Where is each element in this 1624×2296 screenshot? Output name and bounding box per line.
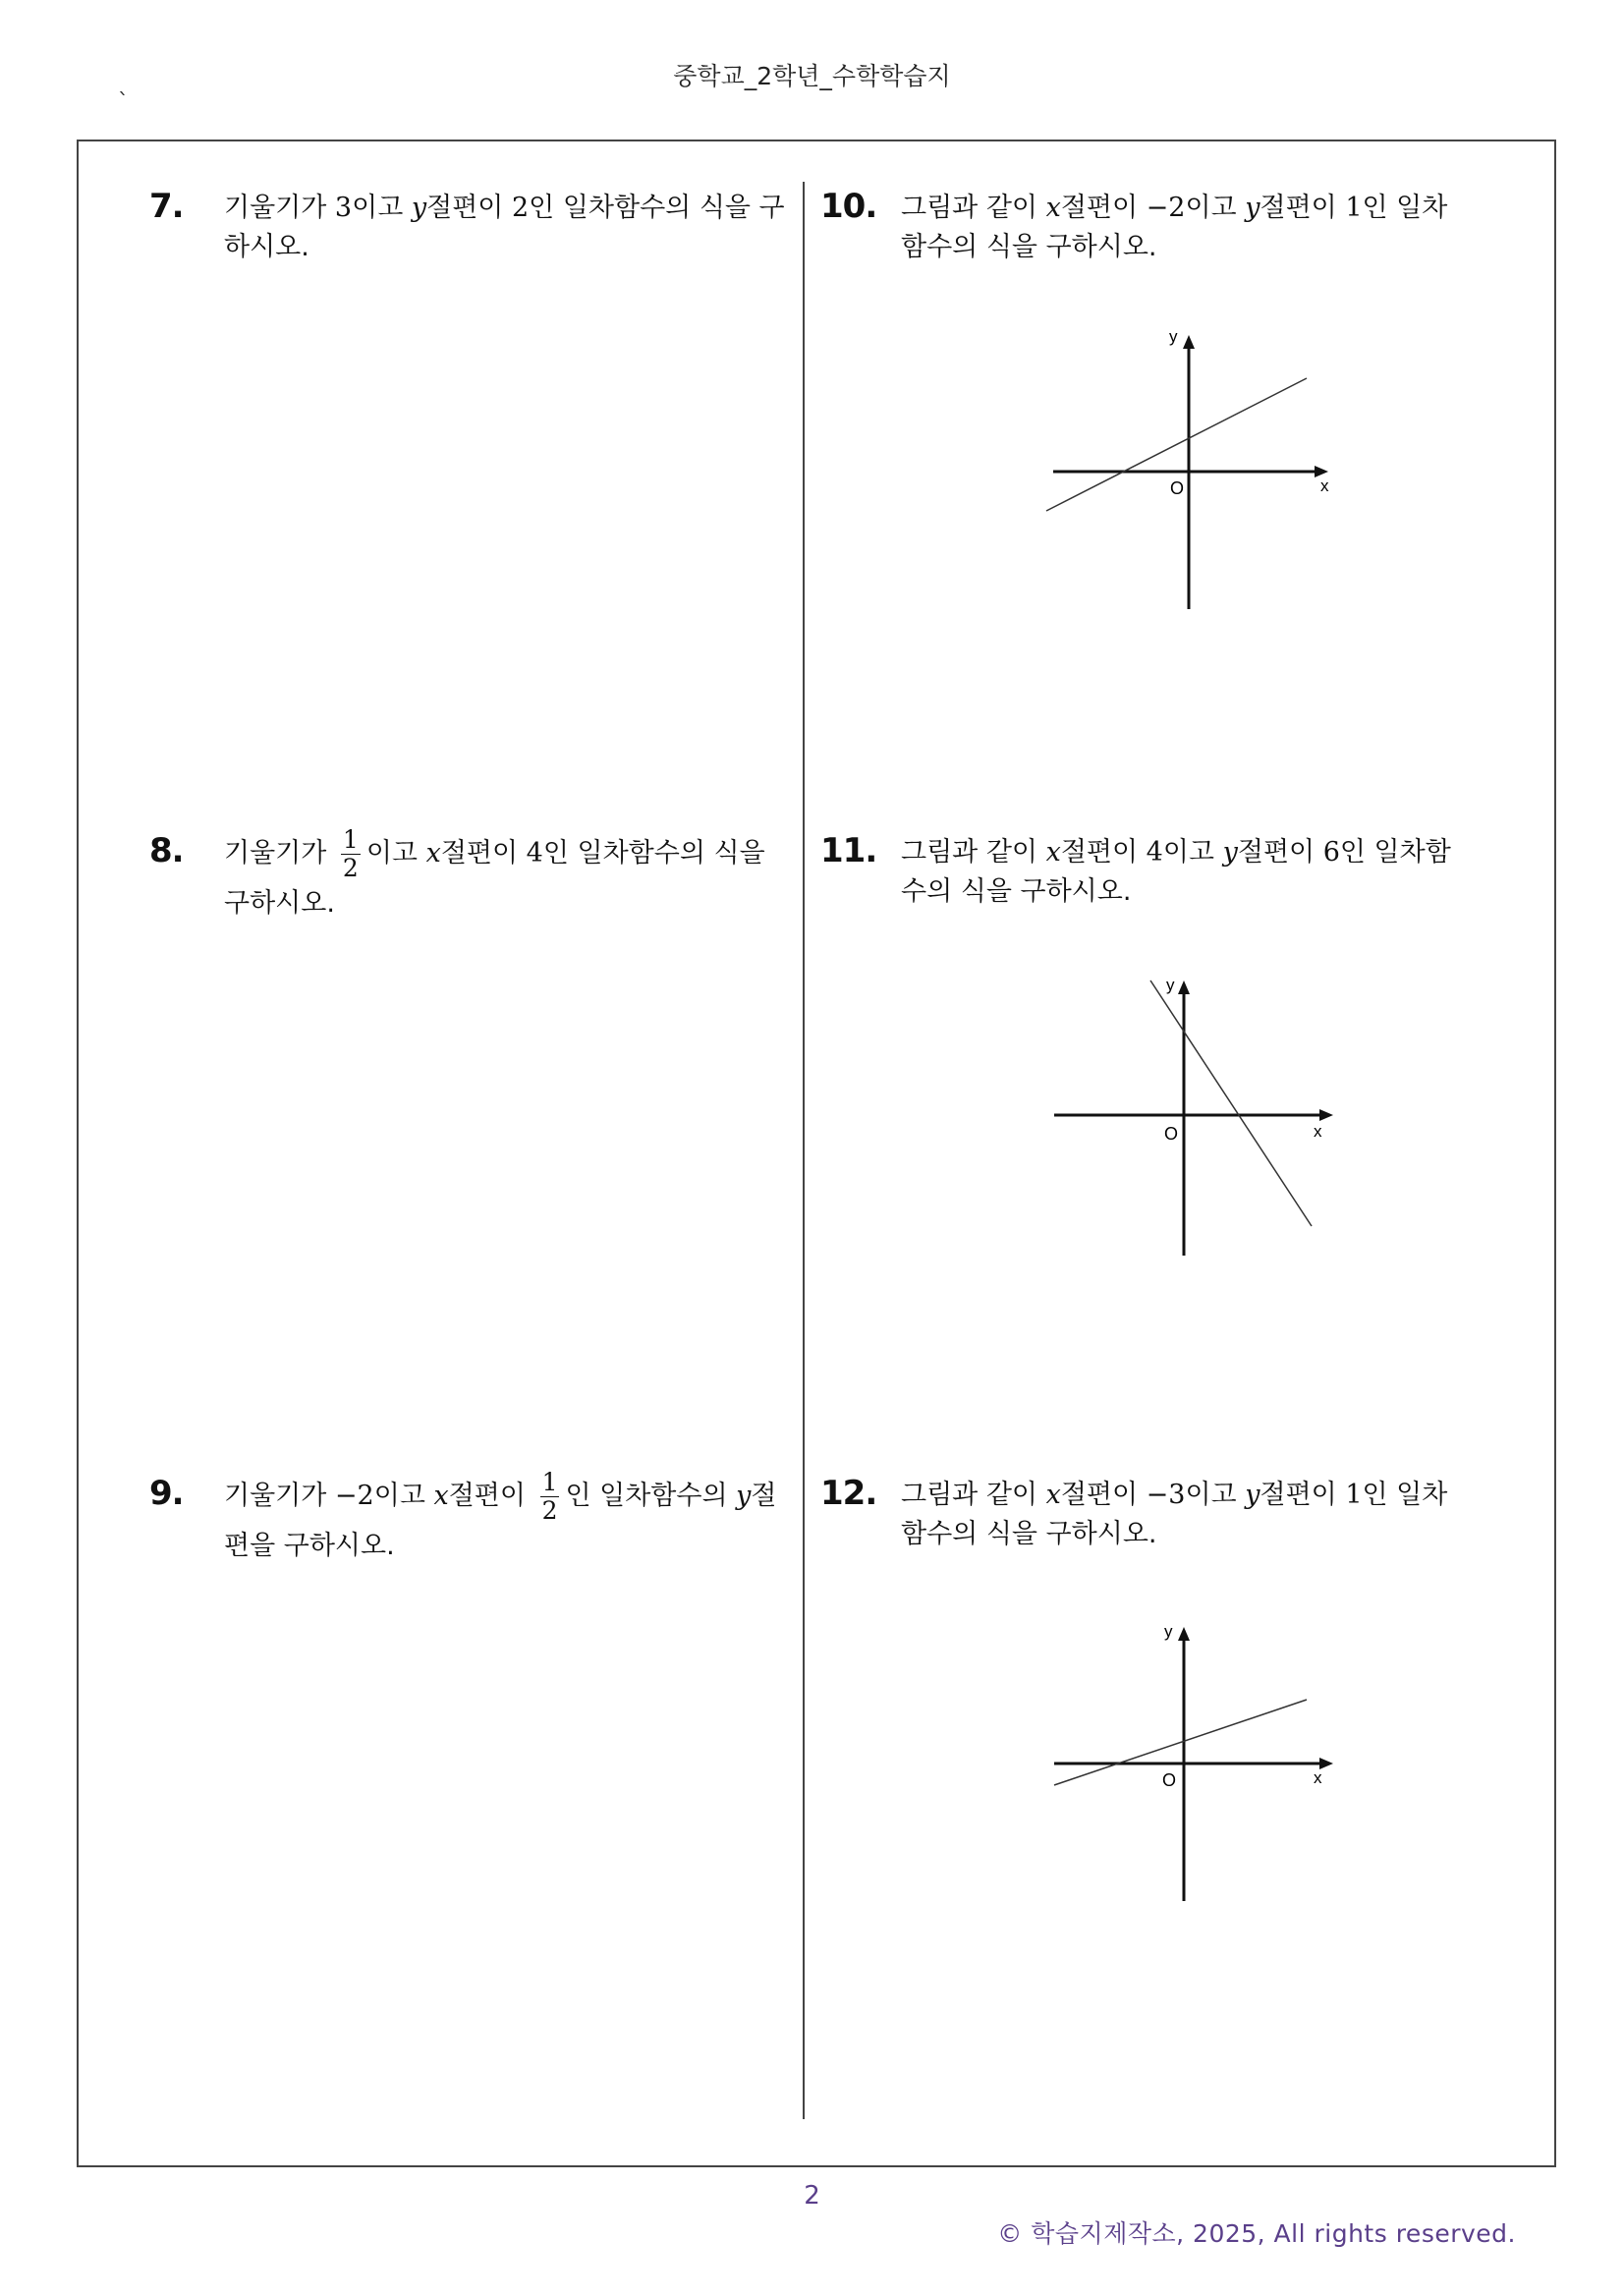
text-segment: 절편이 xyxy=(1237,837,1323,868)
text-segment: 그림과 같이 xyxy=(901,837,1046,868)
math-number: 6 xyxy=(1322,837,1340,868)
copyright-notice: © 학습지제작소, 2025, All rights reserved. xyxy=(997,2219,1516,2248)
fraction-numerator: 1 xyxy=(342,825,359,854)
text-segment: 절편이 xyxy=(1060,193,1147,223)
problem-12 xyxy=(820,1474,1469,1562)
origin-label: O xyxy=(1164,1124,1179,1144)
coordinate-plane xyxy=(1046,1621,1341,1906)
problem-text xyxy=(901,1476,1471,1554)
math-number: 4 xyxy=(1146,837,1163,868)
text-segment: 절편이 xyxy=(1060,837,1147,868)
function-line xyxy=(1054,1700,1307,1785)
text-segment: 절편이 xyxy=(440,838,527,868)
math-variable: y xyxy=(1245,1480,1260,1510)
problem-number: 9. xyxy=(149,1474,184,1513)
problem-text xyxy=(901,833,1471,912)
math-number: 1 xyxy=(1345,1480,1363,1510)
y-axis-arrow xyxy=(1178,980,1190,994)
problem-number: 10. xyxy=(820,187,877,226)
text-segment: 인 일차 xyxy=(1362,1480,1448,1510)
column-divider xyxy=(803,182,805,2119)
problem-8 xyxy=(149,825,790,949)
math-variable: x xyxy=(1045,193,1061,223)
math-number: 4 xyxy=(526,838,543,868)
y-axis-label: y xyxy=(1166,976,1175,994)
x-axis-arrow xyxy=(1319,1109,1333,1121)
text-line: 함수의 식을 구하시오. xyxy=(901,232,1157,262)
text-segment: 기울기가 xyxy=(224,1481,335,1511)
math-number: 1 xyxy=(1345,193,1363,223)
y-axis-arrow xyxy=(1183,335,1195,349)
fraction xyxy=(341,826,361,882)
x-axis-label: x xyxy=(1314,1122,1322,1141)
math-variable: x xyxy=(425,838,441,868)
text-segment: 이고 xyxy=(365,838,426,868)
math-number: −2 xyxy=(1146,193,1186,223)
fraction-denominator: 2 xyxy=(342,854,359,882)
coordinate-plane xyxy=(1041,329,1336,614)
problem-number: 12. xyxy=(820,1474,877,1513)
math-variable: x xyxy=(433,1481,449,1511)
origin-label: O xyxy=(1170,478,1185,498)
x-axis-label: x xyxy=(1320,476,1329,495)
graph-problem-10 xyxy=(1041,329,1336,614)
text-segment: 이고 xyxy=(1185,193,1246,223)
coordinate-plane xyxy=(1046,973,1341,1262)
text-segment: 인 일차함수의 식을 xyxy=(542,838,765,868)
y-axis-label: y xyxy=(1164,1622,1173,1641)
text-line: 편을 구하시오. xyxy=(224,1531,395,1561)
text-segment: 이고 xyxy=(1185,1480,1246,1510)
math-number: 2 xyxy=(511,193,530,223)
text-line: 함수의 식을 구하시오. xyxy=(901,1519,1157,1549)
text-segment: 기울기가 xyxy=(224,838,335,868)
text-segment: 인 일차 xyxy=(1362,193,1448,223)
text-segment: 절편이 xyxy=(1260,1480,1346,1510)
text-segment: 이고 xyxy=(373,1481,434,1511)
math-number: −3 xyxy=(1146,1480,1186,1510)
text-segment: 절편이 xyxy=(1060,1480,1147,1510)
text-segment: 인 일차함수의 xyxy=(565,1481,737,1511)
problem-text xyxy=(901,189,1471,267)
fraction-numerator: 1 xyxy=(541,1468,558,1496)
text-segment: 절 xyxy=(751,1481,777,1511)
function-line xyxy=(1150,980,1312,1226)
page-header-title: 중학교_2학년_수학학습지 xyxy=(673,62,951,90)
math-variable: y xyxy=(1222,837,1238,868)
math-number: −2 xyxy=(334,1481,374,1511)
text-segment: 인 일차함수의 식을 구 xyxy=(529,193,785,223)
y-axis-label: y xyxy=(1169,329,1178,346)
page-number: 2 xyxy=(804,2181,820,2211)
text-segment: 이고 xyxy=(352,193,412,223)
math-number: 3 xyxy=(334,193,353,223)
text-segment: 절편이 xyxy=(1260,193,1346,223)
problem-11 xyxy=(820,831,1469,920)
text-line: 하시오. xyxy=(224,232,309,262)
math-variable: x xyxy=(1045,837,1061,868)
text-segment: 절편이 xyxy=(448,1481,534,1511)
problem-number: 8. xyxy=(149,831,184,870)
problem-7 xyxy=(149,187,790,275)
graph-problem-12 xyxy=(1046,1621,1341,1906)
math-variable: y xyxy=(411,193,427,223)
problem-10 xyxy=(820,187,1469,275)
x-axis-label: x xyxy=(1314,1768,1322,1787)
fraction xyxy=(540,1469,560,1525)
text-segment: 인 일차함 xyxy=(1339,837,1451,868)
stray-tick-mark: ` xyxy=(118,90,129,115)
text-line: 구하시오. xyxy=(224,888,335,919)
text-segment: 그림과 같이 xyxy=(901,1480,1046,1510)
problem-9 xyxy=(149,1468,790,1592)
problem-number: 11. xyxy=(820,831,877,870)
graph-problem-11 xyxy=(1046,973,1341,1262)
math-variable: x xyxy=(1045,1480,1061,1510)
text-line: 수의 식을 구하시오. xyxy=(901,876,1132,907)
problem-number: 7. xyxy=(149,187,184,226)
text-segment: 절편이 xyxy=(426,193,512,223)
math-variable: y xyxy=(736,1481,752,1511)
y-axis-arrow xyxy=(1178,1627,1190,1641)
origin-label: O xyxy=(1162,1770,1177,1790)
text-segment: 이고 xyxy=(1162,837,1223,868)
text-segment: 그림과 같이 xyxy=(901,193,1046,223)
text-segment: 기울기가 xyxy=(224,193,335,223)
fraction-denominator: 2 xyxy=(541,1496,558,1525)
math-variable: y xyxy=(1245,193,1260,223)
